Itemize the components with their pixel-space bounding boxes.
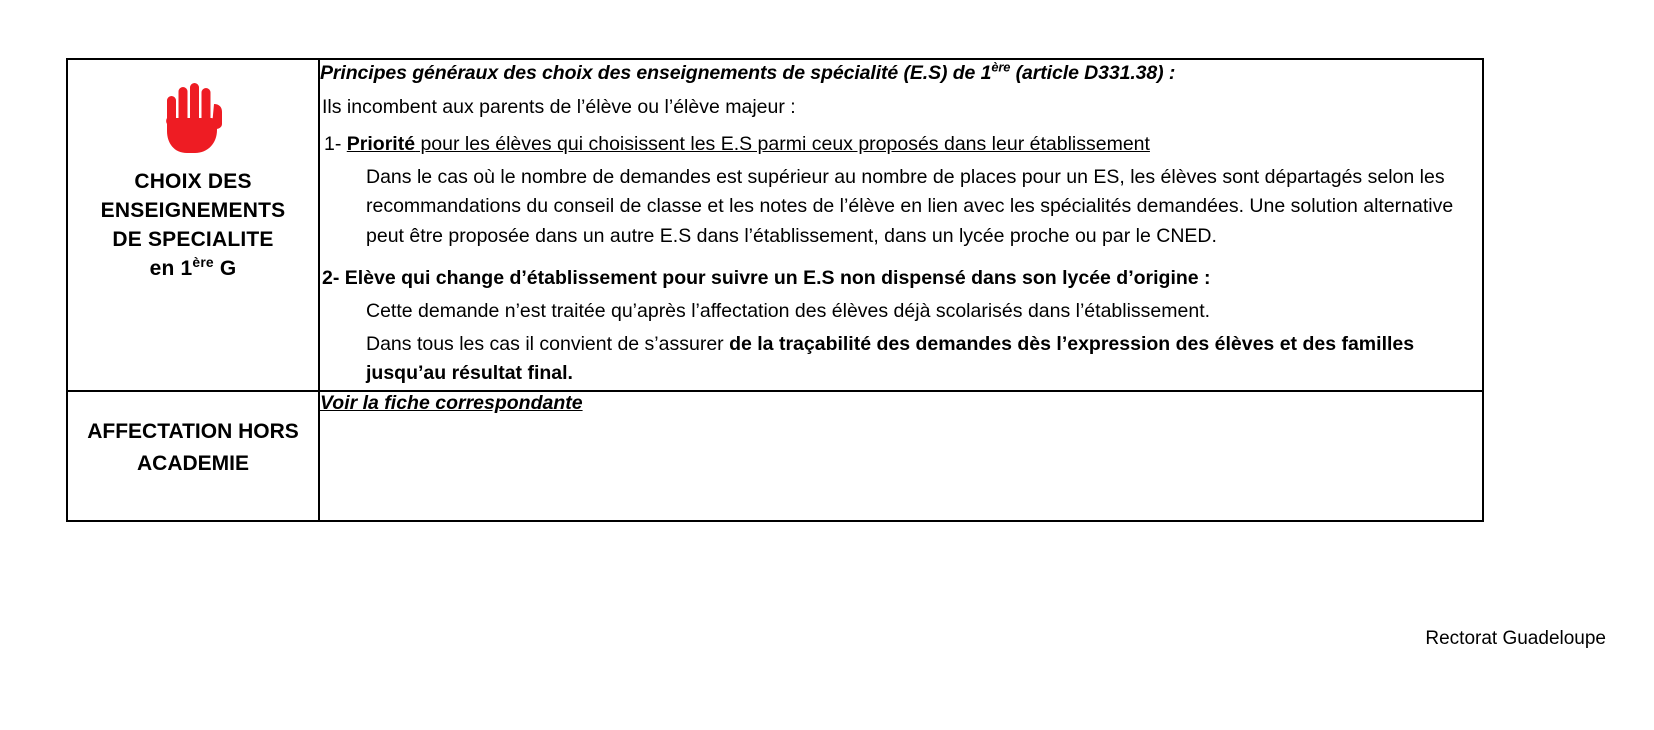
label-inner [68, 60, 318, 300]
label-line-4: en 1ère G [149, 253, 237, 280]
table-row [67, 59, 1483, 391]
row-label-cell-affectation [67, 391, 319, 521]
affect-line-2: HORS [238, 420, 299, 444]
row-body-cell-affectation [319, 391, 1483, 521]
affect-line-3: ACADEMIE [136, 451, 249, 475]
footer-text: Rectorat Guadeloupe [1425, 628, 1606, 649]
item-2-paragraph-2-bold: de la traçabilité des demandes dès l’expression des élèves et des familles jusqu’au résultat final. [366, 332, 1415, 384]
row-label-cell-specialites [67, 59, 319, 391]
item-1-emphasis: Priorité [346, 133, 416, 156]
label-line-1: CHOIX DES [134, 170, 252, 193]
label-title [74, 168, 312, 284]
label-affectation [68, 392, 318, 505]
item-2-heading: 2- Elève qui change d’établissement pour suivre un E.S non dispensé dans son lycée d’origine : [322, 266, 1211, 289]
item-2-paragraph-2 [366, 330, 1482, 389]
item-1-heading [324, 131, 1482, 159]
item-1-number: 1- [324, 133, 342, 156]
item-1-paragraph: Dans le cas où le nombre de demandes est supérieur au nombre de places pour un ES, les élèves sont départagés selon les recommandations du conseil de classe et les notes de l’élève en lien avec les spécialités demandées. Une solution alternative peut être proposée dans un autre E.S dans l’établissement, dans un lycée proche ou par le CNED. [366, 166, 1454, 247]
red-hand-icon [162, 82, 224, 154]
see-corresponding-sheet-link[interactable]: Voir la fiche correspondante [320, 392, 583, 415]
item-2-paragraph-2-lead: Dans tous les cas il convient de s’assurer [366, 332, 730, 355]
intro-italic-heading: Principes généraux des choix des enseignements de spécialité (E.S) de 1ère (article D331.38) : [320, 59, 1176, 84]
information-table [66, 58, 1484, 522]
affect-line-1: AFFECTATION [87, 420, 233, 444]
table-row [67, 391, 1483, 521]
label-line-2: ENSEIGNEMENTS [100, 198, 286, 222]
label-line-3: DE SPECIALITE [112, 227, 274, 251]
item-1-rest: pour les élèves qui choisissent les E.S parmi ceux proposés dans leur établissement [415, 133, 1150, 156]
intro-second-line: Ils incombent aux parents de l’élève ou l’élève majeur : [322, 95, 796, 118]
row-body-cell-specialites [319, 59, 1483, 391]
item-2-paragraph-1: Cette demande n’est traitée qu’après l’affectation des élèves déjà scolarisés dans l’établissement. [366, 299, 1211, 322]
